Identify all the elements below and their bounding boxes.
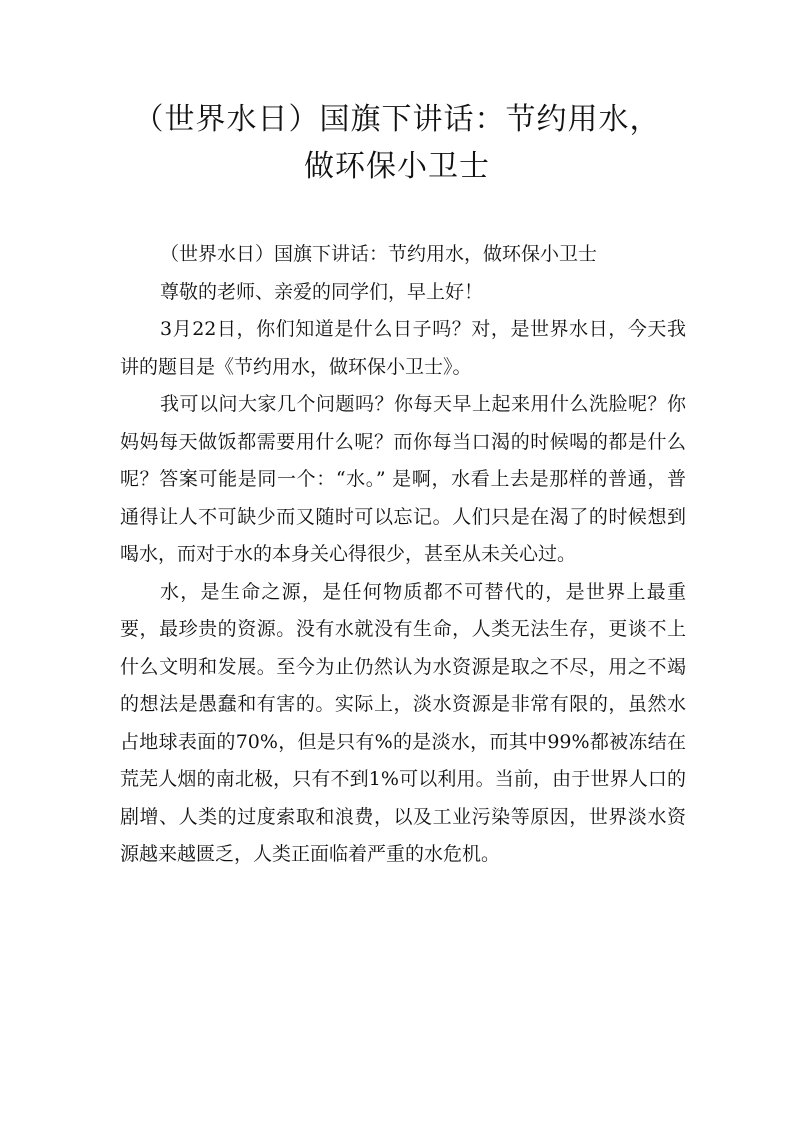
document-body	[120, 236, 686, 874]
paragraph-water-resources: 水，是生命之源，是任何物质都不可替代的，是世界上最重要，最珍贵的资源。没有水就没有生命，人类无法生存，更谈不上什么文明和发展。至今为止仍然认为水资源是取之不尽，用之不竭的想法是愚蠢和有害的。实际上，淡水资源是非常有限的，虽然水占地球表面的70%，但是只有%的是淡水，而其中99%都被冻结在荒芜人烟的南北极，只有不到1%可以利用。当前，由于世界人口的剧增、人类的过度索取和浪费，以及工业污染等原因，世界淡水资源越来越匮乏，人类正面临着严重的水危机。	[120, 580, 686, 865]
paragraph-intro: 3月22日，你们知道是什么日子吗？对，是世界水日，今天我讲的题目是《节约用水，做环保小卫士》。	[120, 318, 686, 378]
document-title	[100, 96, 694, 190]
paragraph-subtitle: （世界水日）国旗下讲话：节约用水，做环保小卫士	[160, 243, 598, 265]
paragraph-greeting: 尊敬的老师、亲爱的同学们，早上好！	[160, 280, 484, 303]
title-line-2: 做环保小卫士	[304, 149, 490, 184]
paragraph-questions: 我可以问大家几个问题吗？你每天早上起来用什么洗脸呢？你妈妈每天做饭都需要用什么呢？而你每当口渴的时候喝的都是什么呢？答案可能是同一个：“水。” 是啊，水看上去是那样的普通，普通得让人不可缺少而又随时可以忘记。人们只是在渴了的时候想到喝水，而对于水的本身关心得很少，甚至从未关心过。	[120, 393, 686, 565]
title-line-1: （世界水日）国旗下讲话：节约用水，	[133, 102, 661, 137]
